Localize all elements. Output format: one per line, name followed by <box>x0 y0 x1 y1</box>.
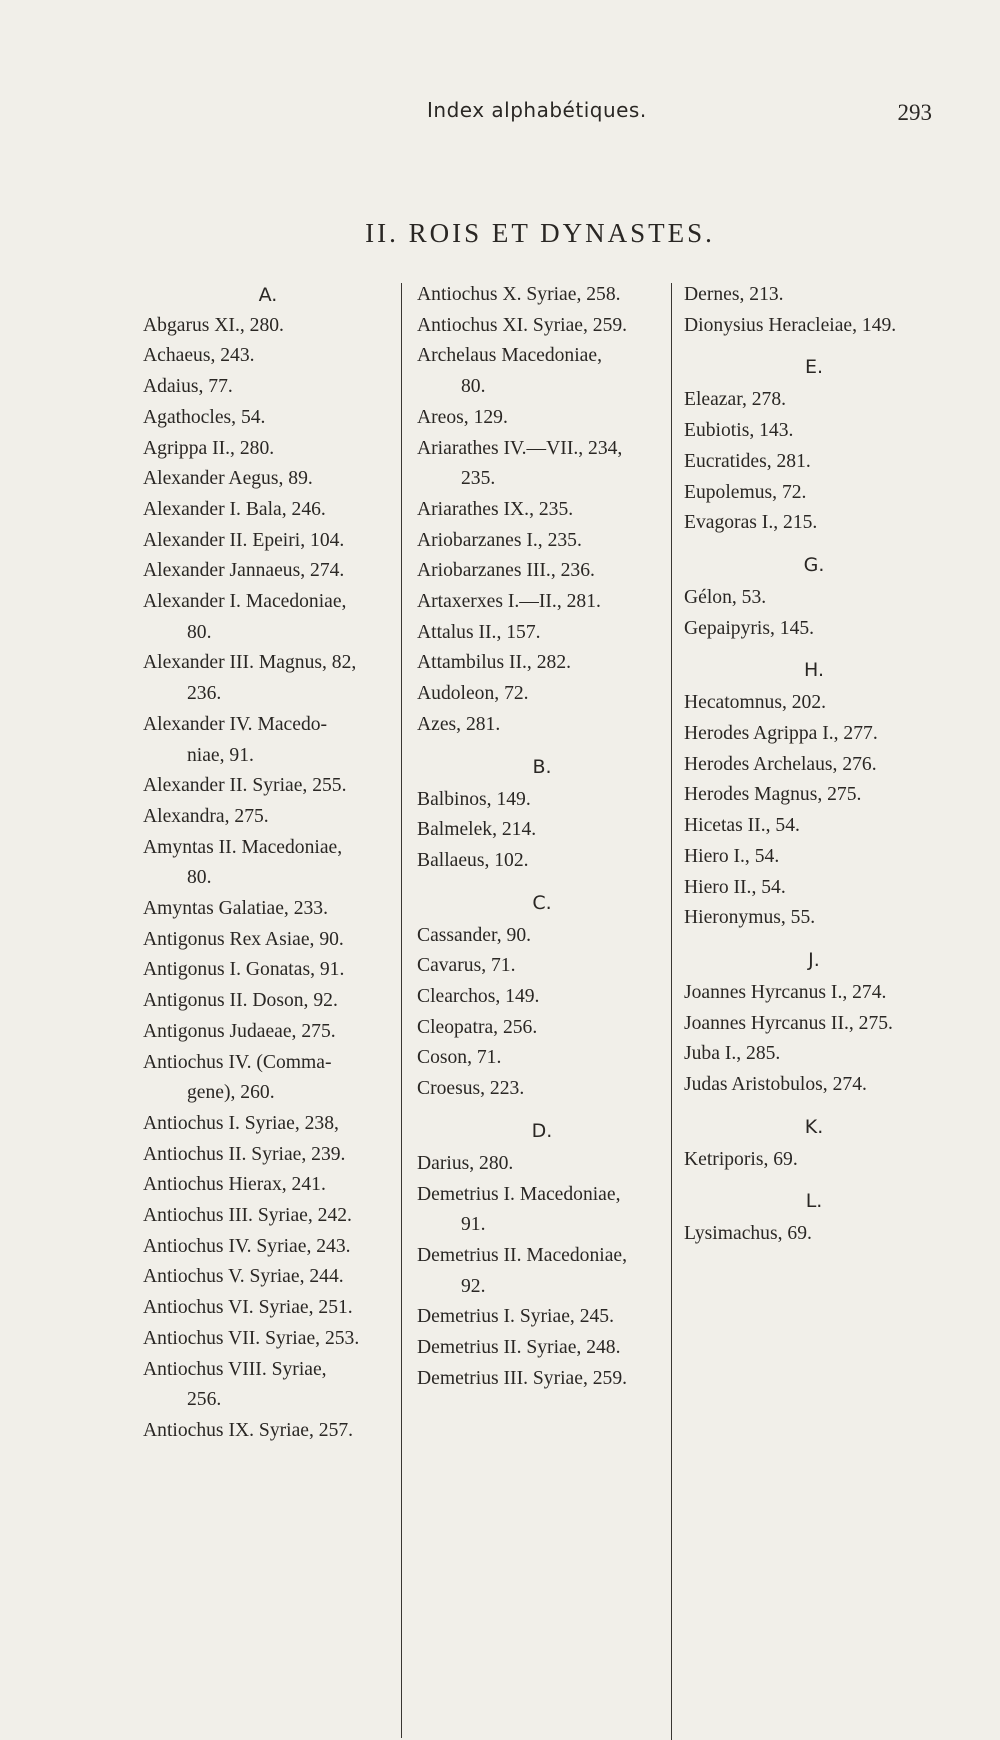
index-entry: Agathocles, 54. <box>143 406 266 428</box>
index-entry: Hieronymus, 55. <box>684 907 816 929</box>
index-entry: Judas Aristobulos, 274. <box>684 1074 867 1096</box>
index-entry: Antiochus X. Syriae, 258. <box>417 284 621 305</box>
running-title: Index alphabétiques. <box>427 98 647 122</box>
index-entry: Agrippa II., 280. <box>143 437 275 459</box>
index-entry: Eleazar, 278. <box>684 389 787 411</box>
index-entry: Alexander Aegus, 89. <box>143 468 313 490</box>
index-entry: Cleopatra, 256. <box>417 1016 538 1038</box>
index-entry: Antigonus I. Gonatas, 91. <box>143 959 345 981</box>
index-entry: Juba I., 285. <box>684 1043 781 1065</box>
index-entry: Balmelek, 214. <box>417 819 537 841</box>
index-entry: Amyntas Galatiae, 233. <box>143 898 329 920</box>
index-entry: Lysimachus, 69. <box>684 1223 812 1245</box>
index-entry-continuation: 80. <box>187 621 212 643</box>
index-entry: Alexander II. Syriae, 255. <box>143 775 347 797</box>
index-entry: Antiochus VI. Syriae, 251. <box>143 1297 353 1319</box>
letter-heading: G. <box>803 553 825 576</box>
letter-heading: L. <box>805 1190 823 1213</box>
index-entry: Croesus, 223. <box>417 1078 525 1100</box>
letter-heading: D. <box>531 1119 553 1142</box>
index-entry-continuation: 235. <box>461 468 496 490</box>
index-entry: Cavarus, 71. <box>417 955 516 977</box>
index-entry: Alexander Jannaeus, 274. <box>143 560 345 582</box>
index-entry: Alexander I. Bala, 246. <box>143 498 326 520</box>
index-entry: Adaius, 77. <box>143 376 233 398</box>
column-divider <box>401 283 402 1738</box>
index-entry-continuation: 92. <box>461 1275 486 1297</box>
index-entry: Alexander I. Macedoniae, <box>143 591 347 613</box>
index-entry: Joannes Hyrcanus II., 275. <box>684 1012 893 1034</box>
index-entry: Alexander IV. Macedo- <box>143 713 328 735</box>
index-entry: Demetrius I. Macedoniae, <box>417 1183 621 1205</box>
index-entry: Ariarathes IV.—VII., 234, <box>417 437 623 459</box>
page-number: 293 <box>897 100 932 125</box>
index-entry: Alexandra, 275. <box>143 805 269 827</box>
running-head <box>0 98 1000 132</box>
index-entry: Alexander III. Magnus, 82, <box>143 652 357 674</box>
index-entry: Antigonus Rex Asiae, 90. <box>143 928 344 950</box>
letter-heading: E. <box>804 356 824 379</box>
index-entry: Joannes Hyrcanus I., 274. <box>684 981 887 1003</box>
index-entry-continuation: 80. <box>461 376 486 398</box>
index-entry: Dionysius Heracleiae, 149. <box>684 314 897 336</box>
index-entry: Azes, 281. <box>417 713 501 735</box>
index-entry: Antiochus VIII. Syriae, <box>143 1358 327 1380</box>
index-entry: Attalus II., 157. <box>417 621 541 643</box>
letter-heading: B. <box>532 755 552 778</box>
index-column-1 <box>143 280 393 1447</box>
index-entry: Eupolemus, 72. <box>684 481 807 503</box>
index-entry: Antigonus Judaeae, 275. <box>143 1020 336 1042</box>
index-entry: Antiochus IV. (Comma- <box>143 1051 332 1073</box>
index-entry: Antiochus V. Syriae, 244. <box>143 1266 344 1288</box>
index-entry: Herodes Agrippa I., 277. <box>684 723 878 745</box>
index-entry: Achaeus, 243. <box>143 345 255 367</box>
index-entry: Demetrius III. Syriae, 259. <box>417 1367 628 1389</box>
index-entry: Antiochus Hierax, 241. <box>143 1174 326 1196</box>
letter-heading: J. <box>808 948 820 971</box>
index-entry-continuation: 91. <box>461 1214 486 1236</box>
index-entry: Amyntas II. Macedoniae, <box>143 836 343 858</box>
section-title: II. ROIS ET DYNASTES. <box>365 218 715 248</box>
index-entry: Antiochus II. Syriae, 239. <box>143 1143 346 1165</box>
index-entry: Demetrius I. Syriae, 245. <box>417 1306 614 1328</box>
index-entry: Gepaipyris, 145. <box>684 617 815 639</box>
index-entry: Artaxerxes I.—II., 281. <box>417 591 601 613</box>
letter-heading: H. <box>804 659 824 682</box>
index-entry: Gélon, 53. <box>684 586 767 608</box>
index-entry: Antiochus IV. Syriae, 243. <box>143 1235 351 1257</box>
index-entry: Eubiotis, 143. <box>684 420 794 442</box>
letter-heading: C. <box>532 891 552 914</box>
index-entry: Antiochus I. Syriae, 238, <box>143 1112 339 1134</box>
index-entry: Antiochus VII. Syriae, 253. <box>143 1327 360 1349</box>
index-entry: Antigonus II. Doson, 92. <box>143 990 338 1012</box>
index-entry: Demetrius II. Syriae, 248. <box>417 1337 621 1359</box>
index-entry: Hiero I., 54. <box>684 845 780 867</box>
index-entry-continuation: 236. <box>187 683 222 705</box>
index-column-2 <box>417 280 667 1395</box>
index-entry: Alexander II. Epeiri, 104. <box>143 529 345 551</box>
index-entry: Coson, 71. <box>417 1047 502 1069</box>
index-entry: Ketriporis, 69. <box>684 1148 798 1170</box>
index-entry: Ariobarzanes I., 235. <box>417 529 582 551</box>
index-entry-continuation: 80. <box>187 867 212 889</box>
index-entry: Ariarathes IX., 235. <box>417 498 574 520</box>
index-entry: Ballaeus, 102. <box>417 849 529 871</box>
index-entry: Antiochus IX. Syriae, 257. <box>143 1420 354 1441</box>
index-entry: Evagoras I., 215. <box>684 512 818 534</box>
index-entry: Clearchos, 149. <box>417 986 540 1008</box>
index-entry: Darius, 280. <box>417 1152 514 1174</box>
index-entry: Balbinos, 149. <box>417 788 531 810</box>
column-divider <box>671 283 672 1740</box>
index-entry: Audoleon, 72. <box>417 683 529 705</box>
index-entry: Herodes Magnus, 275. <box>684 784 862 806</box>
index-column-3 <box>684 280 944 1250</box>
index-entry-continuation: niae, 91. <box>187 744 254 766</box>
index-entry: Areos, 129. <box>417 406 508 428</box>
index-entry-continuation: gene), 260. <box>187 1082 275 1104</box>
index-entry: Abgarus XI., 280. <box>143 314 284 336</box>
index-entry: Ariobarzanes III., 236. <box>417 560 595 582</box>
index-entry: Eucratides, 281. <box>684 450 811 472</box>
index-entry: Dernes, 213. <box>684 284 784 305</box>
index-entry: Hecatomnus, 202. <box>684 692 827 714</box>
letter-heading: K. <box>804 1115 824 1138</box>
index-entry-continuation: 256. <box>187 1389 222 1411</box>
index-entry: Attambilus II., 282. <box>417 652 572 674</box>
index-entry: Antiochus III. Syriae, 242. <box>143 1205 352 1227</box>
index-entry: Hicetas II., 54. <box>684 815 800 837</box>
index-entry: Herodes Archelaus, 276. <box>684 753 877 775</box>
index-entry: Archelaus Macedoniae, <box>417 345 602 367</box>
index-entry: Antiochus XI. Syriae, 259. <box>417 314 628 336</box>
index-entry: Cassander, 90. <box>417 924 532 946</box>
index-entry: Hiero II., 54. <box>684 876 786 898</box>
letter-heading: A. <box>258 284 278 306</box>
index-entry: Demetrius II. Macedoniae, <box>417 1244 628 1266</box>
